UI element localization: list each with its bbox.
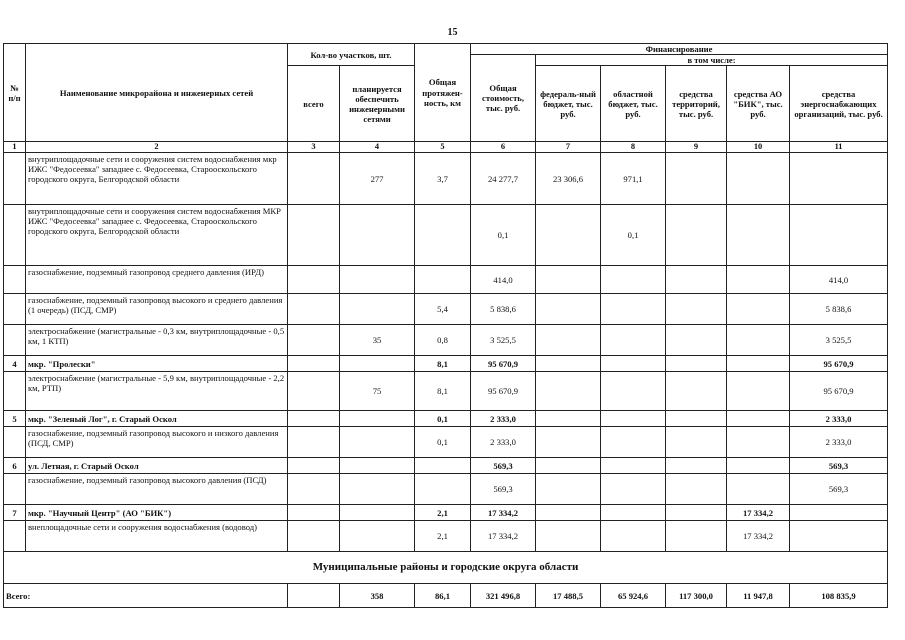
row-number: [4, 427, 26, 458]
cell-federal: [536, 474, 601, 505]
cell-plots-total: [288, 153, 340, 205]
header-financing: Финансирование: [471, 44, 888, 55]
row-name: внеплощадочные сети и сооружения водоснабжения (водовод): [26, 521, 288, 552]
row-number: 6: [4, 458, 26, 474]
cell-federal: [536, 356, 601, 372]
cell-cost: 414,0: [471, 266, 536, 294]
total-label: Всего:: [4, 584, 288, 608]
cell-energy: [790, 505, 888, 521]
cell-energy: 569,3: [790, 474, 888, 505]
row-name: мкр. "Научный Центр" (АО "БИК"): [26, 505, 288, 521]
row-number: [4, 521, 26, 552]
column-number: 8: [601, 142, 666, 153]
row-name: газоснабжение, подземный газопровод высокого и среднего давления (1 очередь) (ПСД, СМР): [26, 294, 288, 325]
cell-plots-planned: [340, 411, 415, 427]
cell-length: 8,1: [415, 356, 471, 372]
row-name: ул. Летная, г. Старый Оскол: [26, 458, 288, 474]
row-number: [4, 325, 26, 356]
row-number: [4, 372, 26, 411]
row-name: внутриплощадочные сети и сооружения систем водоснабжения МКР ИЖС "Федосеевка" западнее с. Федосеевка, Старооскольского городского округа, Белгородской области: [26, 205, 288, 266]
cell-plots-planned: [340, 521, 415, 552]
cell-plots-planned: [340, 458, 415, 474]
column-number: 4: [340, 142, 415, 153]
column-number: 10: [727, 142, 790, 153]
row-name: мкр. "Пролески": [26, 356, 288, 372]
cell-plots-planned: 277: [340, 153, 415, 205]
cell-territory: [666, 153, 727, 205]
header-plots-total: всего: [288, 66, 340, 142]
group-row: [4, 356, 888, 372]
cell-federal: [536, 205, 601, 266]
cell-length: 0,1: [415, 427, 471, 458]
row-number: [4, 205, 26, 266]
cell-cost: 17 334,2: [471, 505, 536, 521]
cell-plots-planned: 75: [340, 372, 415, 411]
total-plots-total: [288, 584, 340, 608]
cell-bik: [727, 325, 790, 356]
row-number: 4: [4, 356, 26, 372]
cell-length: 8,1: [415, 372, 471, 411]
row-name: внутриплощадочные сети и сооружения систем водоснабжения мкр ИЖС "Федосеевка" западнее с. Федосеевка, Старооскольского городского округа, Белгородской области: [26, 153, 288, 205]
cell-energy: 3 525,5: [790, 325, 888, 356]
row-number: [4, 294, 26, 325]
cell-regional: 0,1: [601, 205, 666, 266]
cell-plots-planned: [340, 427, 415, 458]
cell-length: 2,1: [415, 521, 471, 552]
cell-bik: [727, 356, 790, 372]
cell-federal: [536, 372, 601, 411]
column-number: 3: [288, 142, 340, 153]
cell-plots-total: [288, 427, 340, 458]
cell-plots-planned: [340, 294, 415, 325]
cell-energy: [790, 205, 888, 266]
total-energy: 108 835,9: [790, 584, 888, 608]
header-territory: средства территорий, тыс. руб.: [666, 66, 727, 142]
table-row: [4, 325, 888, 356]
header-total-cost: Общая стоимость, тыс. руб.: [471, 55, 536, 142]
cell-plots-planned: [340, 266, 415, 294]
cell-energy: 95 670,9: [790, 372, 888, 411]
cell-federal: [536, 458, 601, 474]
cell-territory: [666, 521, 727, 552]
cell-bik: [727, 205, 790, 266]
cell-regional: [601, 474, 666, 505]
row-name: электроснабжение (магистральные - 0,3 км, внутриплощадочные - 0,5 км, 1 КТП): [26, 325, 288, 356]
cell-energy: 569,3: [790, 458, 888, 474]
cell-plots-total: [288, 372, 340, 411]
section-title: Муниципальные районы и городские округа области: [4, 552, 888, 584]
cell-plots-total: [288, 294, 340, 325]
cell-regional: [601, 505, 666, 521]
cell-territory: [666, 325, 727, 356]
column-numbers-row: [4, 142, 888, 153]
cell-plots-total: [288, 205, 340, 266]
cell-plots-planned: 35: [340, 325, 415, 356]
cell-length: 2,1: [415, 505, 471, 521]
cell-federal: [536, 521, 601, 552]
cell-regional: [601, 266, 666, 294]
cell-regional: [601, 458, 666, 474]
cell-territory: [666, 205, 727, 266]
cell-territory: [666, 411, 727, 427]
row-name: газоснабжение, подземный газопровод среднего давления (ИРД): [26, 266, 288, 294]
cell-cost: 569,3: [471, 474, 536, 505]
cell-cost: 5 838,6: [471, 294, 536, 325]
header-length: Общая протяжен-ность, км: [415, 44, 471, 142]
cell-territory: [666, 505, 727, 521]
cell-territory: [666, 372, 727, 411]
cell-territory: [666, 474, 727, 505]
cell-regional: [601, 325, 666, 356]
column-number: 6: [471, 142, 536, 153]
row-number: 5: [4, 411, 26, 427]
row-number: [4, 474, 26, 505]
row-number: 7: [4, 505, 26, 521]
row-name: мкр. "Зеленый Лог", г. Старый Оскол: [26, 411, 288, 427]
cell-energy: [790, 153, 888, 205]
table-row: [4, 372, 888, 411]
cell-federal: [536, 505, 601, 521]
cell-bik: [727, 474, 790, 505]
cell-federal: [536, 411, 601, 427]
total-regional: 65 924,6: [601, 584, 666, 608]
cell-length: 5,4: [415, 294, 471, 325]
cell-federal: 23 306,6: [536, 153, 601, 205]
cell-cost: 24 277,7: [471, 153, 536, 205]
cell-bik: [727, 458, 790, 474]
cell-federal: [536, 266, 601, 294]
cell-regional: [601, 294, 666, 325]
cell-bik: [727, 266, 790, 294]
table-row: [4, 153, 888, 205]
cell-plots-total: [288, 505, 340, 521]
cell-cost: 569,3: [471, 458, 536, 474]
header-name: Наименование микрорайона и инженерных сетей: [26, 44, 288, 142]
cell-regional: [601, 521, 666, 552]
cell-bik: 17 334,2: [727, 521, 790, 552]
cell-plots-planned: [340, 505, 415, 521]
group-row: [4, 458, 888, 474]
cell-length: [415, 266, 471, 294]
column-number: 5: [415, 142, 471, 153]
page-number: 15: [447, 27, 458, 38]
cell-plots-planned: [340, 356, 415, 372]
table-row: [4, 427, 888, 458]
header-no: № п/п: [4, 44, 26, 142]
cell-energy: 2 333,0: [790, 411, 888, 427]
cell-territory: [666, 356, 727, 372]
row-name: электроснабжение (магистральные - 5,9 км, внутриплощадочные - 2,2 км, РТП): [26, 372, 288, 411]
cell-federal: [536, 427, 601, 458]
column-number: 2: [26, 142, 288, 153]
total-bik: 11 947,8: [727, 584, 790, 608]
cell-length: 3,7: [415, 153, 471, 205]
cell-energy: 2 333,0: [790, 427, 888, 458]
column-number: 1: [4, 142, 26, 153]
cell-plots-total: [288, 458, 340, 474]
table-row: [4, 266, 888, 294]
cell-bik: 17 334,2: [727, 505, 790, 521]
header-federal: федераль-ный бюджет, тыс. руб.: [536, 66, 601, 142]
cell-cost: 95 670,9: [471, 356, 536, 372]
total-territory: 117 300,0: [666, 584, 727, 608]
cell-length: [415, 205, 471, 266]
total-row: [4, 584, 888, 608]
cell-bik: [727, 153, 790, 205]
cell-plots-planned: [340, 205, 415, 266]
total-federal: 17 488,5: [536, 584, 601, 608]
group-row: [4, 505, 888, 521]
cell-plots-total: [288, 521, 340, 552]
row-number: [4, 266, 26, 294]
header-bik: средства АО "БИК", тыс. руб.: [727, 66, 790, 142]
cell-federal: [536, 294, 601, 325]
table-row: [4, 521, 888, 552]
cell-regional: [601, 427, 666, 458]
cell-length: 0,8: [415, 325, 471, 356]
cell-regional: [601, 411, 666, 427]
cell-regional: 971,1: [601, 153, 666, 205]
table-row: [4, 294, 888, 325]
cell-length: [415, 458, 471, 474]
cell-plots-total: [288, 266, 340, 294]
table-row: [4, 205, 888, 266]
cell-bik: [727, 411, 790, 427]
cell-bik: [727, 372, 790, 411]
header-including: в том числе:: [536, 55, 888, 66]
cell-cost: 95 670,9: [471, 372, 536, 411]
cell-energy: 95 670,9: [790, 356, 888, 372]
group-row: [4, 411, 888, 427]
header-plots: Кол-во участков, шт.: [288, 44, 415, 66]
cell-plots-total: [288, 356, 340, 372]
cell-energy: [790, 521, 888, 552]
total-length: 86,1: [415, 584, 471, 608]
cell-regional: [601, 372, 666, 411]
financing-table: [3, 43, 888, 608]
cell-territory: [666, 458, 727, 474]
cell-plots-total: [288, 325, 340, 356]
cell-plots-planned: [340, 474, 415, 505]
table-row: [4, 474, 888, 505]
cell-length: 0,1: [415, 411, 471, 427]
row-number: [4, 153, 26, 205]
header-energy: средства энергоснабжающих организаций, тыс. руб.: [790, 66, 888, 142]
cell-cost: 2 333,0: [471, 427, 536, 458]
column-number: 9: [666, 142, 727, 153]
cell-regional: [601, 356, 666, 372]
cell-plots-total: [288, 474, 340, 505]
header-plots-planned: планируется обеспечить инженерными сетями: [340, 66, 415, 142]
cell-energy: 414,0: [790, 266, 888, 294]
cell-cost: 0,1: [471, 205, 536, 266]
cell-cost: 2 333,0: [471, 411, 536, 427]
cell-territory: [666, 266, 727, 294]
row-name: газоснабжение, подземный газопровод высокого и низкого давления (ПСД, СМР): [26, 427, 288, 458]
cell-bik: [727, 294, 790, 325]
cell-territory: [666, 427, 727, 458]
cell-energy: 5 838,6: [790, 294, 888, 325]
header-regional: областной бюджет, тыс. руб.: [601, 66, 666, 142]
cell-cost: 17 334,2: [471, 521, 536, 552]
total-cost: 321 496,8: [471, 584, 536, 608]
cell-cost: 3 525,5: [471, 325, 536, 356]
cell-bik: [727, 427, 790, 458]
cell-territory: [666, 294, 727, 325]
column-number: 7: [536, 142, 601, 153]
cell-length: [415, 474, 471, 505]
total-plots-planned: 358: [340, 584, 415, 608]
row-name: газоснабжение, подземный газопровод высокого давления (ПСД): [26, 474, 288, 505]
column-number: 11: [790, 142, 888, 153]
cell-federal: [536, 325, 601, 356]
cell-plots-total: [288, 411, 340, 427]
